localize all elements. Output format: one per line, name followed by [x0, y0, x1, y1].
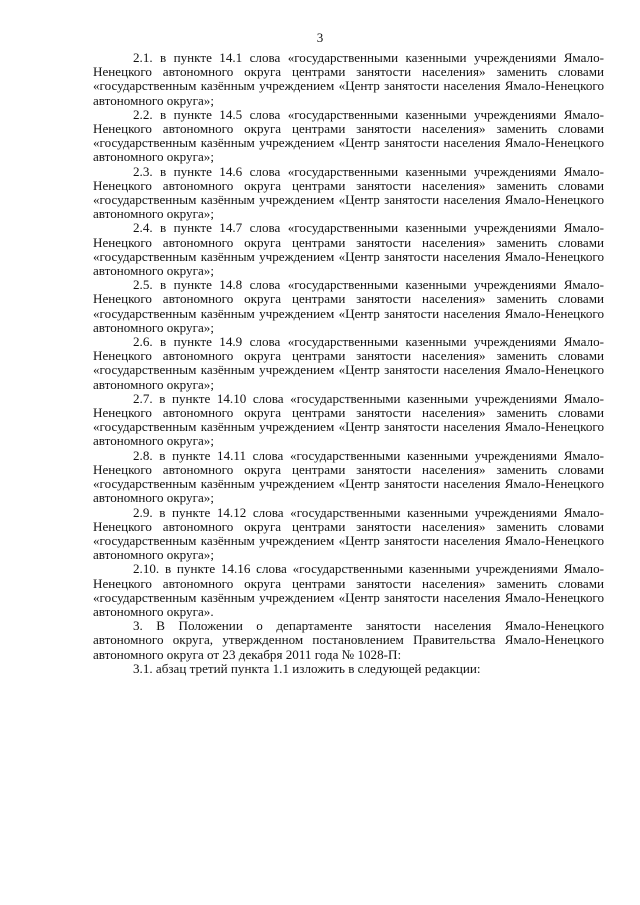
document-body [93, 51, 604, 676]
paragraph-3-1: 3.1. абзац третий пункта 1.1 изложить в следующей редакции: [133, 660, 481, 676]
page-number: 3 [316, 30, 324, 45]
paragraph-2-8: 2.8. в пункте 14.11 слова «государственными казенными учреждениями Ямало-Ненецкого автономного округа центрами занятости населения» заменить словами «государственным казённым учреждением «Центр занятости населения Ямало-Ненецкого автономного округа»; [93, 447, 604, 506]
paragraph-2-3: 2.3. в пункте 14.6 слова «государственными казенными учреждениями Ямало-Ненецкого автономного округа центрами занятости населения» заменить словами «государственным казённым учреждением «Центр занятости населения Ямало-Ненецкого автономного округа»; [93, 163, 604, 222]
paragraph-2-2: 2.2. в пункте 14.5 слова «государственными казенными учреждениями Ямало-Ненецкого автономного округа центрами занятости населения» заменить словами «государственным казённым учреждением «Центр занятости населения Ямало-Ненецкого автономного округа»; [93, 106, 604, 165]
paragraph-2-7: 2.7. в пункте 14.10 слова «государственными казенными учреждениями Ямало-Ненецкого автономного округа центрами занятости населения» заменить словами «государственным казённым учреждением «Центр занятости населения Ямало-Ненецкого автономного округа»; [93, 390, 604, 449]
paragraph-2-10: 2.10. в пункте 14.16 слова «государственными казенными учреждениями Ямало-Ненецкого автономного округа центрами занятости населения» заменить словами «государственным казённым учреждением «Центр занятости населения Ямало-Ненецкого автономного округа». [93, 561, 604, 619]
paragraph-2-5: 2.5. в пункте 14.8 слова «государственными казенными учреждениями Ямало-Ненецкого автономного округа центрами занятости населения» заменить словами «государственным казённым учреждением «Центр занятости населения Ямало-Ненецкого автономного округа»; [93, 277, 604, 335]
paragraph-2-9: 2.9. в пункте 14.12 слова «государственными казенными учреждениями Ямало-Ненецкого автономного округа центрами занятости населения» заменить словами «государственным казённым учреждением «Центр занятости населения Ямало-Ненецкого автономного округа»; [93, 504, 604, 563]
paragraph-3: 3. В Положении о департаменте занятости населения Ямало-Ненецкого автономного округа, утвержденном постановлением Правительства Ямало-Ненецкого автономного округа от 23 декабря 2011 года № 1028-П: [93, 618, 604, 662]
paragraph-2-4: 2.4. в пункте 14.7 слова «государственными казенными учреждениями Ямало-Ненецкого автономного округа центрами занятости населения» заменить словами «государственным казённым учреждением «Центр занятости населения Ямало-Ненецкого автономного округа»; [93, 220, 604, 279]
paragraph-2-6: 2.6. в пункте 14.9 слова «государственными казенными учреждениями Ямало-Ненецкого автономного округа центрами занятости населения» заменить словами «государственным казённым учреждением «Центр занятости населения Ямало-Ненецкого автономного округа»; [93, 334, 604, 392]
paragraph-2-1: 2.1. в пункте 14.1 слова «государственными казенными учреждениями Ямало-Ненецкого автономного округа центрами занятости населения» заменить словами «государственным казённым учреждением «Центр занятости населения Ямало-Ненецкого автономного округа»; [93, 50, 604, 108]
